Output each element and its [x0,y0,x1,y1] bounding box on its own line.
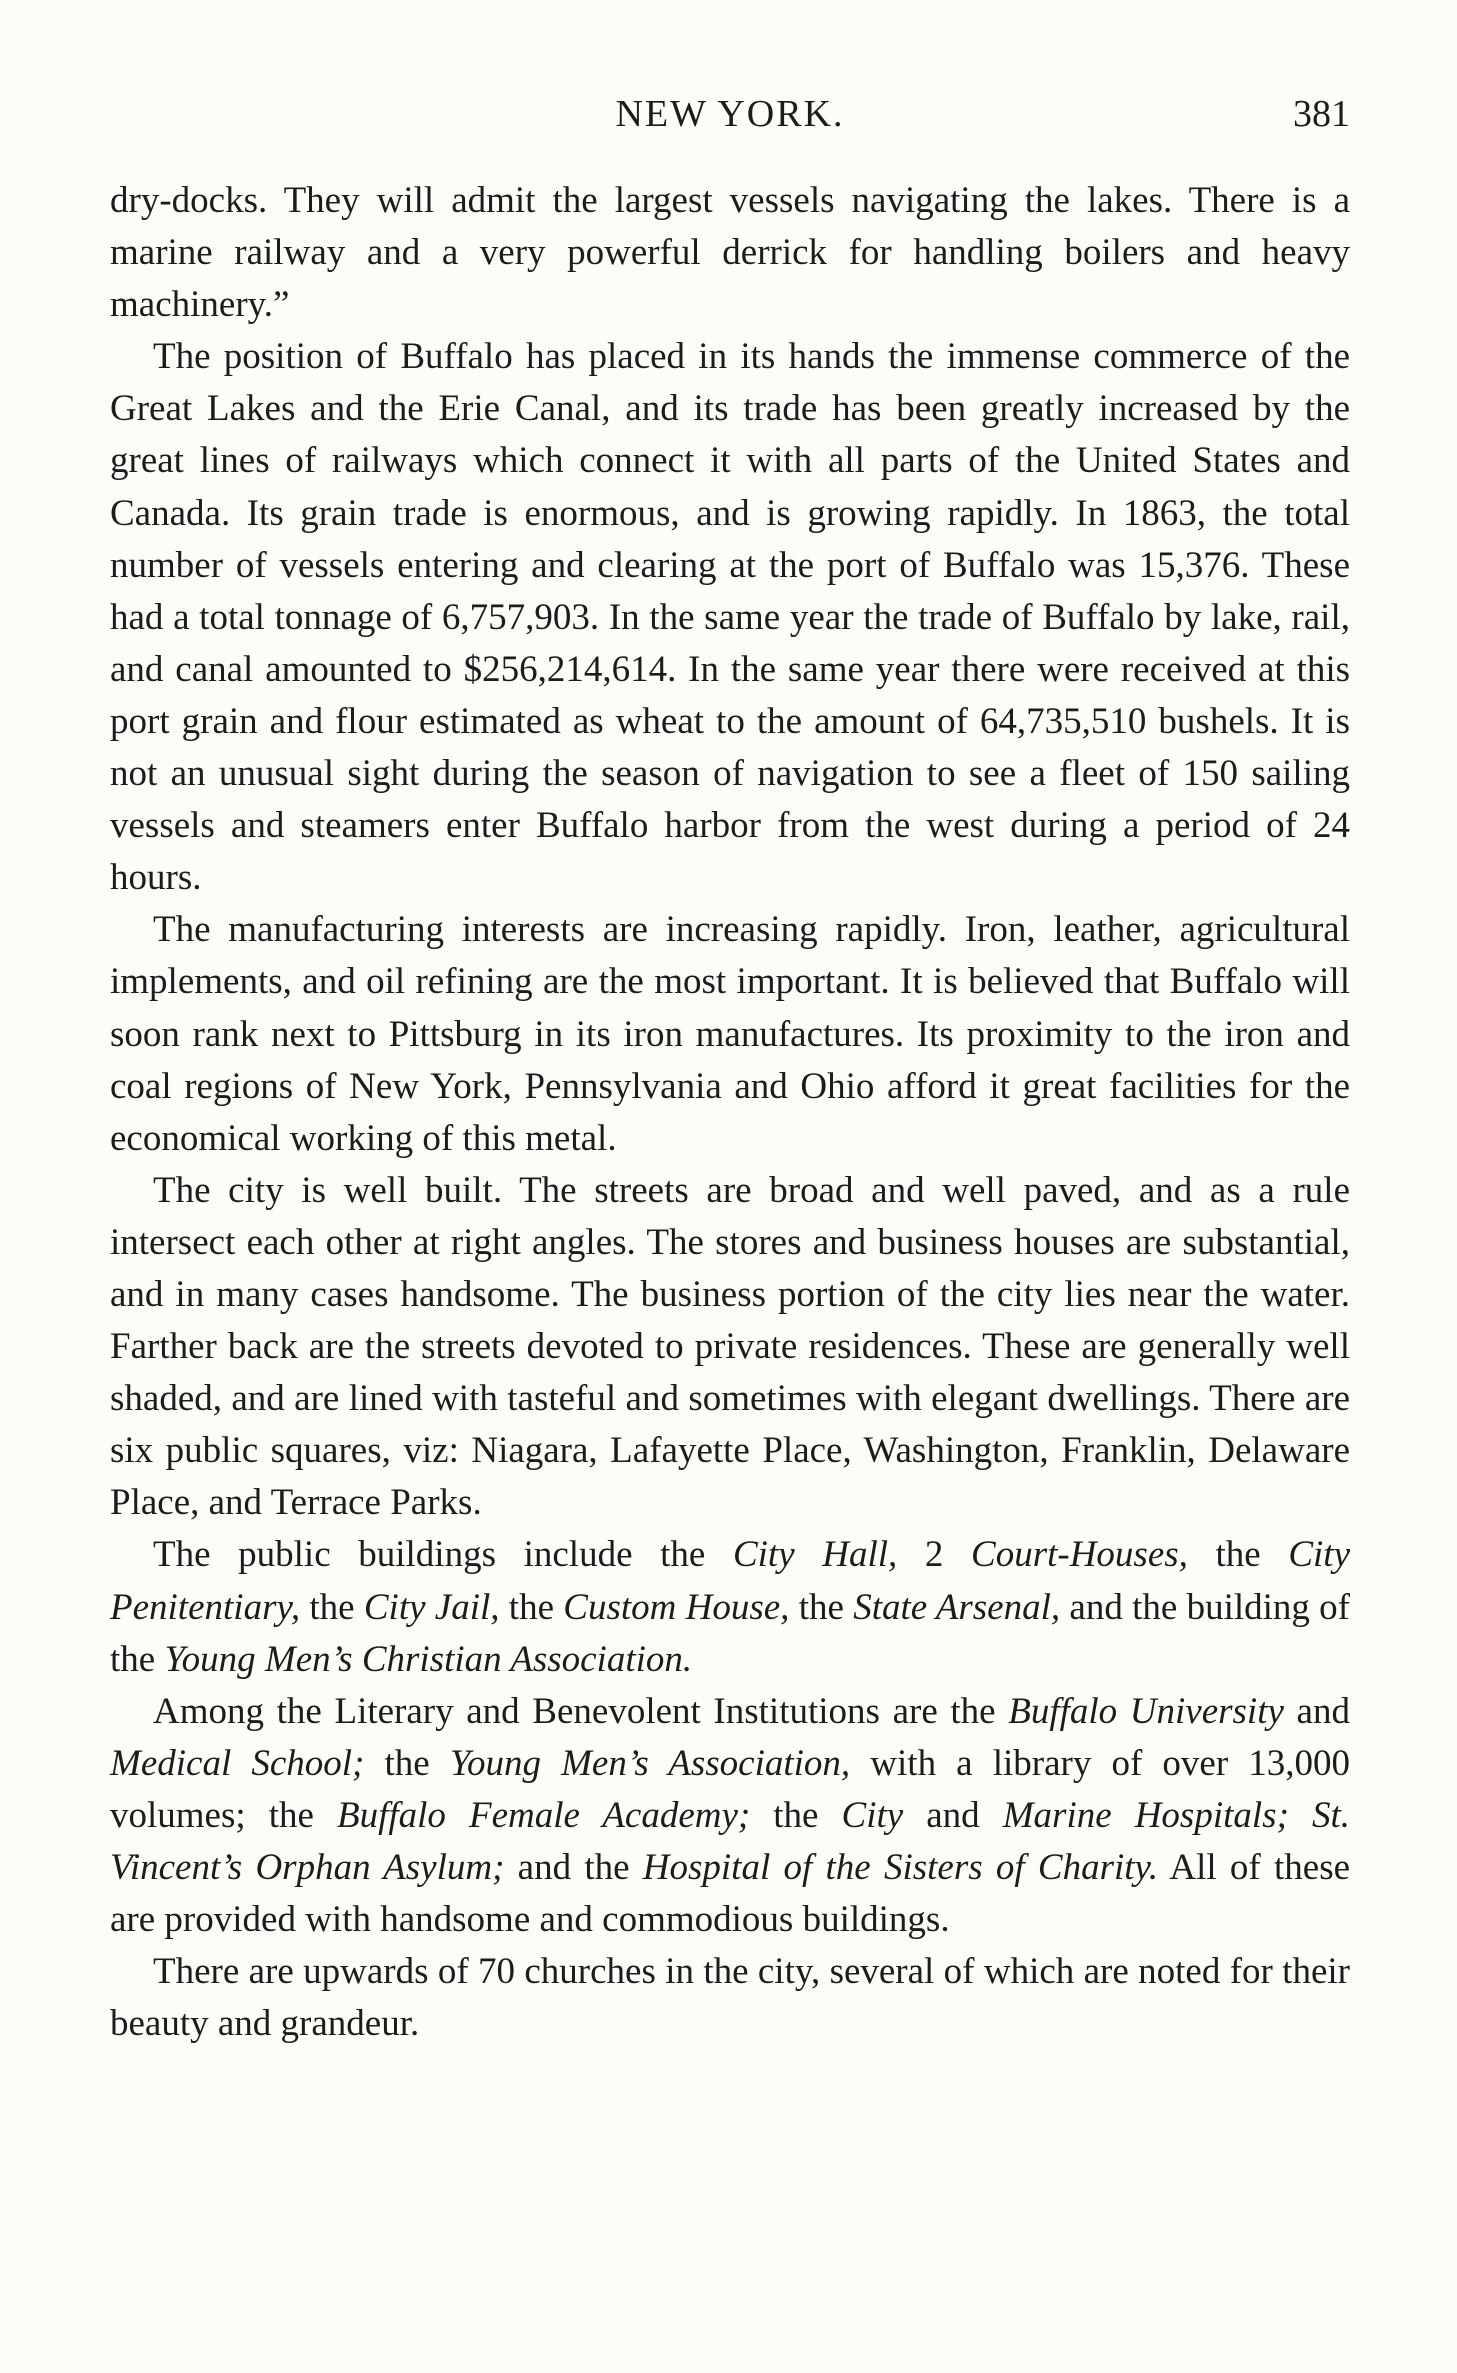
body-text [110,175,1350,2050]
italic-text: Young Men’s Association, [449,1742,851,1784]
italic-text: St. Vincent’s Orphan Asylum; [110,1794,1350,1888]
text-run: the [1187,1534,1289,1576]
text-run: All of these are provided with handsome and commodious buildings. [110,1847,1351,1941]
text-run: with a library of over 13,000 volumes; the [110,1742,1351,1836]
paragraph [110,175,1350,331]
paragraph [110,1946,1350,2050]
text-run: 2 [897,1534,972,1576]
text-run: and [903,1794,1003,1836]
italic-text: Custom House, [563,1586,790,1628]
paragraph [110,331,1350,904]
text-run: and the building of the [110,1586,1350,1680]
text-run [1289,1795,1312,1836]
italic-text: Buffalo University [1008,1690,1284,1732]
text-run: dry-docks. They will admit the largest vessels navigating the lakes. There is a marine railway and a very powerful derrick for handling boilers and heavy machinery.” [110,180,1350,326]
paragraph [110,1165,1350,1530]
text-run: The public buildings include the [153,1534,733,1576]
text-run: The manufacturing interests are increasing rapidly. Iron, leather, agricultural implements, and oil refining are the most important. It is believed that Buffalo will soon rank next to Pittsburg in its iron manufactures. Its proximity to the iron and coal regions of New York, Pennsylvania and Ohio afford it great facilities for the economical working of this metal. [110,909,1350,1159]
italic-text: City [841,1794,904,1836]
italic-text: Marine Hospitals; [1002,1794,1289,1836]
text-run: Among the Literary and Benevolent Institutions are the [153,1690,1009,1732]
italic-text: Hospital of the Sisters of Charity. [642,1847,1159,1888]
text-run: The city is well built. The streets are broad and well paved, and as a rule intersect each other at right angles. The stores and business houses are substantial, and in many cases handsome. The business portion of the city lies near the water. Farther back are the streets devoted to private residences. These are generally well shaded, and are lined with tasteful and sometimes with elegant dwellings. There are six public squares, viz: Niagara, Lafayette Place, Washington, Franklin, Delaware Place, and Terrace Parks. [110,1169,1350,1524]
italic-text: City Hall, [732,1534,898,1576]
running-head [110,92,1350,142]
paragraph [110,904,1350,1164]
paragraph [110,1529,1350,1685]
text-run: the [300,1586,364,1628]
text-run: and [1283,1690,1350,1732]
text-run: There are upwards of 70 churches in the city, several of which are noted for their beauty and grandeur. [110,1951,1350,2045]
text-run: and the [504,1847,643,1888]
page-number: 381 [1293,93,1350,135]
text-run: the [789,1586,854,1628]
italic-text: Young Men’s Christian Association. [164,1638,693,1680]
running-head-title: NEW YORK. [615,93,845,135]
italic-text: Buffalo Female Academy; [336,1794,751,1836]
italic-text: State Arsenal, [853,1586,1061,1628]
paragraph [110,1686,1350,1946]
italic-text: Court-Houses, [971,1534,1188,1576]
text-run: the [750,1794,842,1836]
italic-text: Medical School; [110,1742,365,1784]
italic-text: City Penitentiary, [110,1534,1351,1628]
text-run: the [364,1742,450,1784]
text-run: The position of Buffalo has placed in its hands the immense commerce of the Great Lakes and the Erie Canal, and its trade has been greatly increased by the great lines of railways which connect it with all parts of the United States and Canada. Its grain trade is enormous, and is growing rapidly. In 1863, the total number of vessels entering and clearing at the port of Buffalo was 15,376. These had a total tonnage of 6,757,903. In the same year the trade of Buffalo by lake, rail, and canal amounted to $256,214,614. In the same year there were received at this port grain and flour estimated as wheat to the amount of 64,735,510 bushels. It is not an unusual sight during the season of navigation to see a fleet of 150 sailing vessels and steamers enter Buffalo harbor from the west during a period of 24 hours. [110,336,1350,899]
text-run: the [499,1586,564,1628]
italic-text: City Jail, [363,1586,500,1628]
